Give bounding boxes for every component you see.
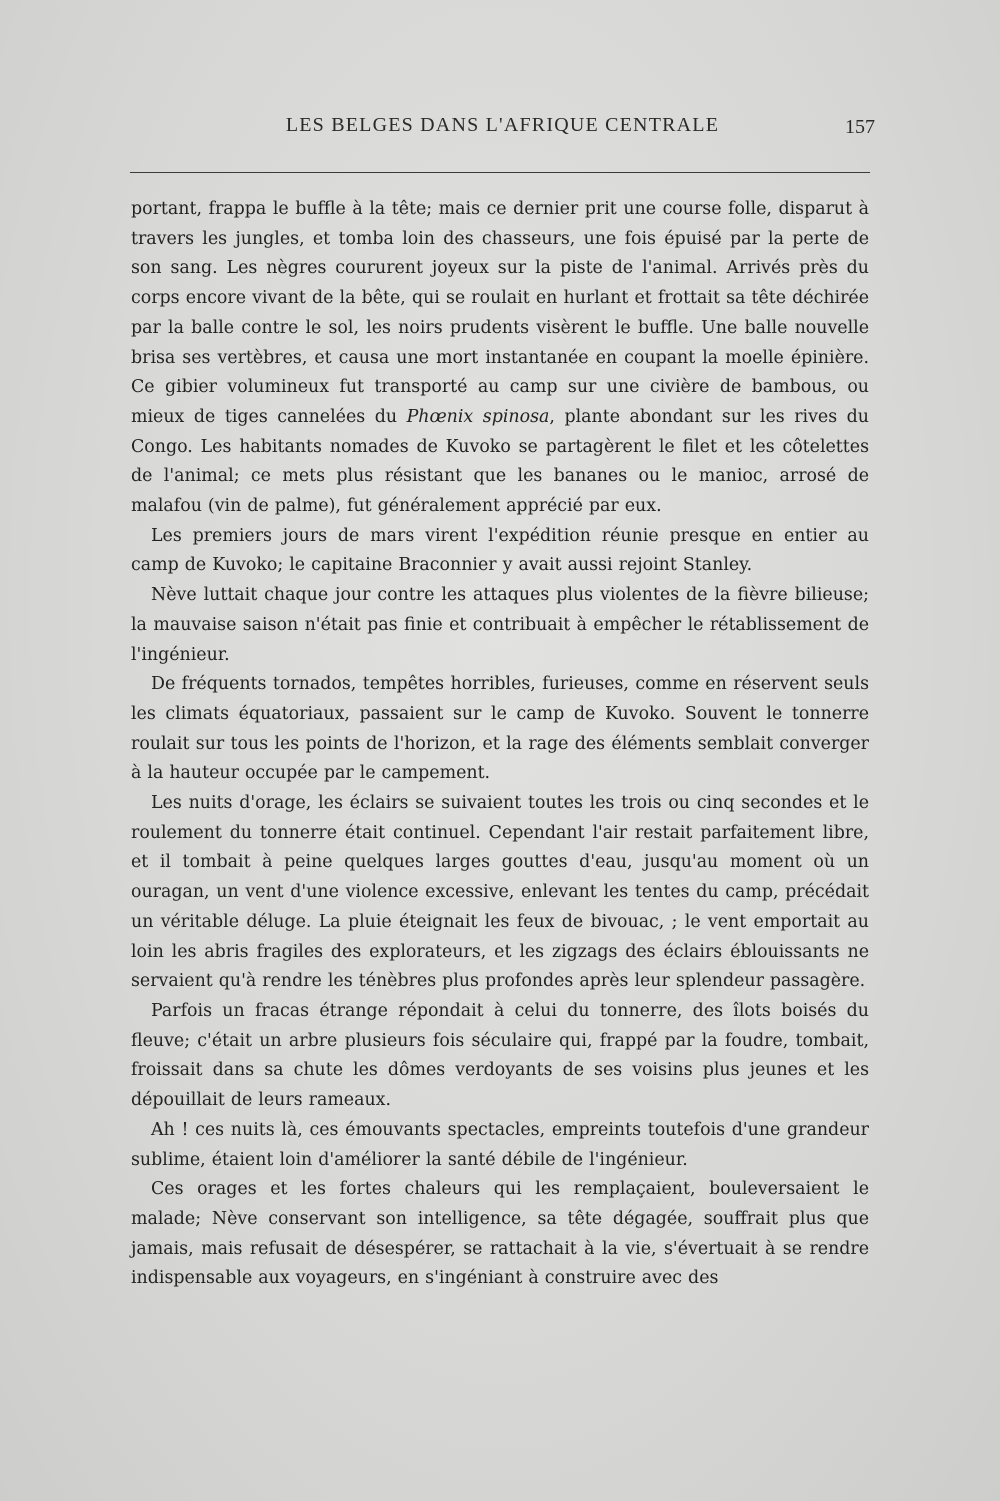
paragraph-1-text: portant, frappa le buffle à la tête; mais ce dernier prit une course folle, disparut à travers les jungles, et tomba loin des chasseurs, une fois épuisé par la perte de son sang. Les nègres coururent joyeux sur la piste de l'animal. Arrivés près du corps encore vivant de la bête, qui se roulait en hurlant et frottait sa tête déchirée par la balle contre le sol, les noirs prudents visèrent le buffle. Une balle nouvelle brisa ses vertèbres, et causa une mort instantanée en coupant la moelle épinière. Ce gibier volumineux fut transporté au camp sur une civière de bambous, ou mieux de tiges cannelées du	[131, 199, 869, 427]
paragraph-6: Parfois un fracas étrange répondait à celui du tonnerre, des îlots boisés du fleuve; c'était un arbre plusieurs fois séculaire qui, frappé par la foudre, tombait, froissait dans sa chute les dômes verdoyants de ses voisins plus jeunes et les dépouillait de leurs rameaux.	[131, 1000, 869, 1111]
paragraph-1-italic: Phœnix spinosa	[406, 406, 550, 427]
paragraph-3: Nève luttait chaque jour contre les attaques plus violentes de la fièvre bilieuse; la mauvaise saison n'était pas finie et contribuait à empêcher le rétablissement de l'ingénieur.	[131, 585, 869, 665]
paragraph-1	[131, 195, 869, 522]
paragraph-1-text-after: , plante abondant sur les rives du Congo. Les habitants nomades de Kuvoko se partagèrent le filet et les côtelettes de l'animal; ce mets plus résistant que les bananes ou le manioc, arrosé de malafou (vin de palme), fut généralement apprécié par eux.	[131, 406, 869, 517]
header-rule	[130, 172, 870, 173]
page-number: 157	[845, 116, 875, 138]
running-title: LES BELGES DANS L'AFRIQUE CENTRALE	[285, 114, 720, 136]
page-header	[130, 114, 875, 144]
paragraph-5: Les nuits d'orage, les éclairs se suivaient toutes les trois ou cinq secondes et le roulement du tonnerre était continuel. Cependant l'air restait parfaitement libre, et il tombait à peine quelques larges gouttes d'eau, jusqu'au moment où un ouragan, un vent d'une violence excessive, enlevant les tentes du camp, précédait un véritable déluge. La pluie éteignait les feux de bivouac, ; le vent emportait au loin les abris fragiles des explorateurs, et les zigzags des éclairs éblouissants ne servaient qu'à rendre les ténèbres plus profondes après leur splendeur passagère.	[131, 793, 869, 992]
paragraph-2: Les premiers jours de mars virent l'expédition réunie presque en entier au camp de Kuvoko; le capitaine Braconnier y avait aussi rejoint Stanley.	[131, 525, 869, 576]
paragraph-8: Ces orages et les fortes chaleurs qui les remplaçaient, bouleversaient le malade; Nève conservant son intelligence, sa tête dégagée, souffrait plus que jamais, mais refusait de désespérer, se rattachait à la vie, s'évertuait à se rendre indispensable aux voyageurs, en s'ingéniant à construire avec des	[131, 1179, 869, 1289]
paragraph-7: Ah ! ces nuits là, ces émouvants spectacles, empreints toutefois d'une grandeur sublime, étaient loin d'améliorer la santé débile de l'ingénieur.	[131, 1119, 869, 1170]
paragraph-4: De fréquents tornados, tempêtes horribles, furieuses, comme en réservent seuls les climats équatoriaux, passaient sur le camp de Kuvoko. Souvent le tonnerre roulait sur tous les points de l'horizon, et la rage des éléments semblait converger à la hauteur occupée par le campement.	[131, 674, 869, 784]
body-text	[131, 195, 869, 1294]
